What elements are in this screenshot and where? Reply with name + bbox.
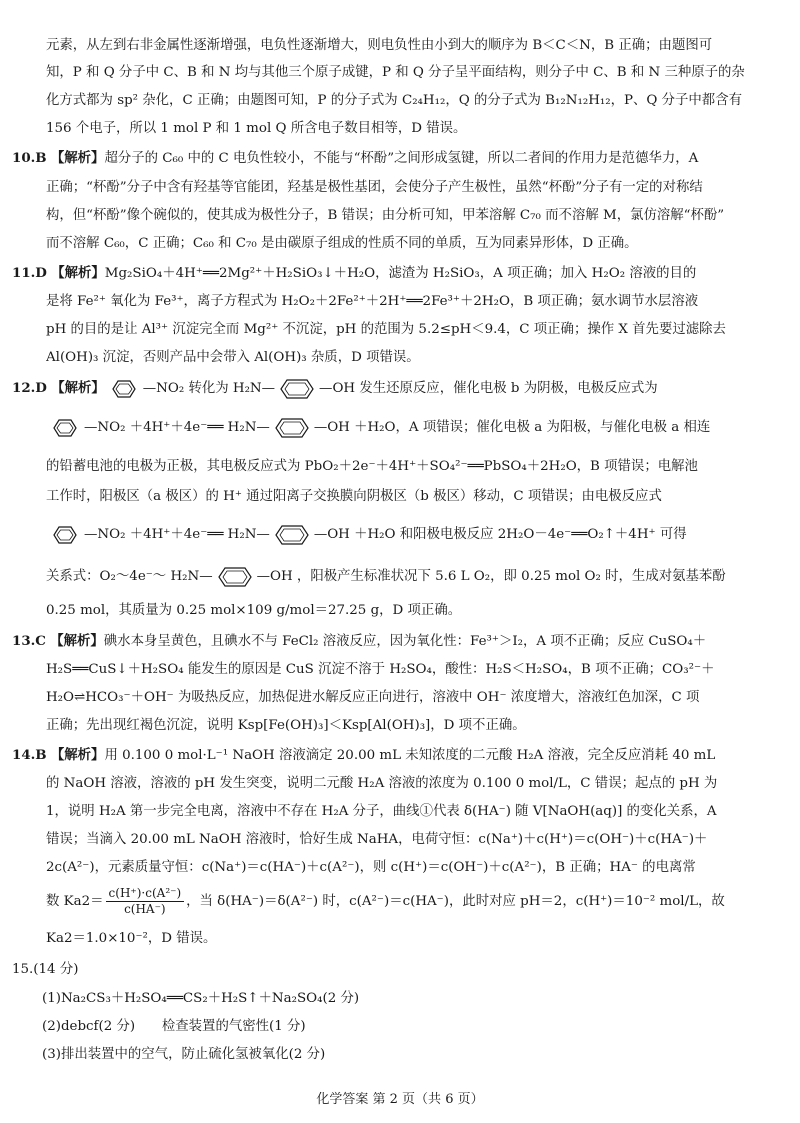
q14-line-7: Ka2＝1.0×10⁻²，D 错误。 bbox=[46, 931, 217, 946]
q12-tag: 【解析】 bbox=[51, 380, 105, 396]
q14-text-6b: ，当 δ(HA⁻)＝δ(A²⁻) 时，c(A²⁻)＝c(HA⁻)，此时对应 pH＝2，c(H⁺)＝10⁻² mol/L，故 bbox=[186, 894, 725, 909]
q12-line-4: 工作时，阳极区（a 极区）的 H⁺ 通过阳离子交换膜向阴极区（b 极区）移动，C 项错误；由电极反应式 bbox=[46, 489, 662, 504]
intro-line-3: 化方式都为 sp² 杂化，C 正确；由题图可知，P 的分子式为 C₂₄H₁₂，Q 的分子式为 B₁₂N₁₂H₁₂，P、Q 分子中都含有 bbox=[46, 93, 742, 108]
q11-line-4: Al(OH)₃ 沉淀，否则产品中会带入 Al(OH)₃ 杂质，D 项错误。 bbox=[46, 350, 420, 365]
q10-line-3: 构，但“杯酚”像个碗似的，使其成为极性分子，B 错误；由分析可知，甲苯溶解 C₇₀ 而不溶解 M，氯仿溶解“杯酚” bbox=[46, 208, 725, 223]
q15-answer-3: (3)排出装置中的空气，防止硫化氢被氧化(2 分) bbox=[42, 1047, 326, 1062]
q13-text-1: 碘水本身呈黄色，且碘水不与 FeCl₂ 溶液反应，因为氧化性：Fe³⁺＞I₂，A 项不正确；反应 CuSO₄＋ bbox=[103, 634, 707, 649]
q15-answer-1: (1)Na₂CS₃＋H₂SO₄══CS₂＋H₂S↑＋Na₂SO₄(2 分) bbox=[42, 991, 360, 1006]
benzene-ring-icon bbox=[270, 417, 314, 439]
q15-line-1 bbox=[12, 956, 758, 983]
q14-line-3: 1，说明 H₂A 第一步完全电离，溶液中不存在 H₂A 分子，曲线①代表 δ(HA⁻) 随 V[NaOH(aq)] 的变化关系，A bbox=[46, 804, 717, 819]
q14-text-6a: 数 Ka2＝ bbox=[46, 894, 104, 909]
q10-text-1: 超分子的 C₆₀ 中的 C 电负性较小，不能与“杯酚”之间形成氢键，所以二者间的作用力是范德华力，A bbox=[104, 151, 699, 166]
q11-line-2: 是将 Fe²⁺ 氧化为 Fe³⁺，离子方程式为 H₂O₂＋2Fe²⁺＋2H⁺══2Fe³⁺＋2H₂O，B 项正确；氨水调节水层溶液 bbox=[46, 294, 699, 309]
q13-line-1 bbox=[12, 628, 758, 655]
intro-line-4: 156 个电子，所以 1 mol P 和 1 mol Q 所含电子数目相等，D 错误。 bbox=[46, 121, 467, 136]
q14-line-5: 2c(A²⁻)，元素质量守恒：c(Na⁺)＝c(HA⁻)＋c(A²⁻)，则 c(H⁺)＝c(OH⁻)＋c(A²⁻)，B 正确；HA⁻ 的电离常 bbox=[46, 860, 696, 875]
q12-line-6 bbox=[46, 563, 758, 590]
q10-line-4: 而不溶解 C₆₀，C 正确；C₆₀ 和 C₇₀ 是由碳原子组成的性质不同的单质，互为同素异形体，D 正确。 bbox=[46, 236, 638, 251]
benzene-ring-icon bbox=[46, 524, 84, 546]
q11-text-1: Mg₂SiO₄＋4H⁺══2Mg²⁺＋H₂SiO₃↓＋H₂O，滤渣为 H₂SiO₃，A 项正确；加入 H₂O₂ 溶液的目的 bbox=[104, 266, 697, 281]
benzene-ring-icon bbox=[46, 417, 84, 439]
q12-text-2a: —NO₂ ＋4H⁺＋4e⁻══ H₂N— bbox=[84, 420, 270, 435]
q11-tag: 【解析】 bbox=[51, 265, 105, 281]
q14-line-2: 的 NaOH 溶液，溶液的 pH 发生突变，说明二元酸 H₂A 溶液的浓度为 0.100 0 mol/L，C 错误；起点的 pH 为 bbox=[46, 776, 718, 791]
fraction-numerator: c(H⁺)·c(A²⁻) bbox=[106, 886, 185, 902]
intro-line-2: 知，P 和 Q 分子中 C、B 和 N 均与其他三个原子成键，P 和 Q 分子呈平面结构，则分子中 C、B 和 N 三种原子的杂 bbox=[46, 65, 745, 80]
q13-line-2: H₂S══CuS↓＋H₂SO₄ 能发生的原因是 CuS 沉淀不溶于 H₂SO₄，酸性：H₂S＜H₂SO₄，B 项不正确；CO₃²⁻＋ bbox=[46, 662, 715, 677]
q13-line-3: H₂O⇌HCO₃⁻＋OH⁻ 为吸热反应，加热促进水解反应正向进行，溶液中 OH⁻ 浓度增大，溶液红色加深，C 项 bbox=[46, 690, 700, 705]
q14-line-4: 错误；当滴入 20.00 mL NaOH 溶液时，恰好生成 NaHA，电荷守恒：c(Na⁺)＋c(H⁺)＝c(OH⁻)＋c(HA⁻)＋ bbox=[46, 832, 708, 847]
q14-line-1 bbox=[12, 742, 758, 769]
q12-number: 12.D bbox=[12, 380, 47, 396]
q13-tag: 【解析】 bbox=[50, 633, 104, 649]
q11-number: 11.D bbox=[12, 265, 47, 281]
q12-text-1a: —NO₂ 转化为 H₂N— bbox=[142, 381, 276, 396]
q12-line-3: 的铅蓄电池的电极为正极，其电极反应式为 PbO₂＋2e⁻＋4H⁺＋SO₄²⁻══PbSO₄＋2H₂O，B 项错误；电解池 bbox=[46, 459, 698, 474]
q10-number: 10.B bbox=[12, 150, 47, 166]
q12-text-6a: 关系式：O₂～4e⁻～ H₂N— bbox=[46, 569, 213, 584]
fraction-denominator: c(HA⁻) bbox=[124, 902, 166, 916]
q13-number: 13.C bbox=[12, 633, 46, 649]
q12-text-5b: —OH ＋H₂O 和阳极电极反应 2H₂O－4e⁻══O₂↑＋4H⁺ 可得 bbox=[313, 527, 687, 542]
intro-line-1: 元素，从左到右非金属性逐渐增强，电负性逐渐增大，则电负性由小到大的顺序为 B＜C＜N，B 正确；由题图可 bbox=[46, 38, 713, 53]
q12-text-6b: —OH ，阳极产生标准状况下 5.6 L O₂，即 0.25 mol O₂ 时，生成对氨基苯酚 bbox=[256, 569, 726, 584]
benzene-ring-icon bbox=[270, 524, 314, 546]
q12-line-2 bbox=[46, 414, 758, 441]
q14-text-1: 用 0.100 0 mol·L⁻¹ NaOH 溶液滴定 20.00 mL 未知浓度的二元酸 H₂A 溶液，完全反应消耗 40 mL bbox=[104, 748, 716, 763]
q15-score: (14 分) bbox=[33, 962, 79, 977]
q10-line-2: 正确；“杯酚”分子中含有羟基等官能团，羟基是极性基团，会使分子产生极性，虽然“杯酚”分子有一定的对称结 bbox=[46, 180, 703, 195]
benzene-ring-icon bbox=[275, 378, 319, 400]
q15-number: 15. bbox=[12, 962, 34, 977]
benzene-ring-icon bbox=[213, 566, 257, 588]
q10-tag: 【解析】 bbox=[50, 150, 105, 166]
q12-line-1 bbox=[12, 375, 758, 402]
q11-line-1 bbox=[12, 260, 758, 287]
q12-text-1b: —OH 发生还原反应，催化电极 b 为阴极，电极反应式为 bbox=[319, 381, 658, 396]
q10-line-1 bbox=[12, 145, 758, 172]
q14-number: 14.B bbox=[12, 747, 47, 763]
q13-line-4: 正确；先出现红褐色沉淀，说明 Ksp[Fe(OH)₃]＜Ksp[Al(OH)₃]，D 项不正确。 bbox=[46, 718, 526, 733]
benzene-ring-icon bbox=[105, 378, 143, 400]
q11-line-3: pH 的目的是让 Al³⁺ 沉淀完全而 Mg²⁺ 不沉淀，pH 的范围为 5.2≤pH＜9.4，C 项正确；操作 X 首先要过滤除去 bbox=[46, 322, 726, 337]
page-footer: 化学答案 第 2 页（共 6 页） bbox=[316, 1092, 484, 1107]
q12-line-7: 0.25 mol，其质量为 0.25 mol×109 g/mol＝27.25 g，D 项正确。 bbox=[46, 603, 462, 618]
q12-line-5 bbox=[46, 521, 758, 548]
q12-text-2b: —OH ＋H₂O，A 项错误；催化电极 a 为阳极，与催化电极 a 相连 bbox=[313, 420, 711, 435]
ka2-fraction bbox=[106, 886, 185, 917]
q14-tag: 【解析】 bbox=[50, 747, 105, 763]
q15-answer-2: (2)debcf(2 分) 检查装置的气密性(1 分) bbox=[42, 1019, 306, 1034]
q14-line-6 bbox=[46, 886, 758, 920]
q12-text-5a: —NO₂ ＋4H⁺＋4e⁻══ H₂N— bbox=[84, 527, 270, 542]
